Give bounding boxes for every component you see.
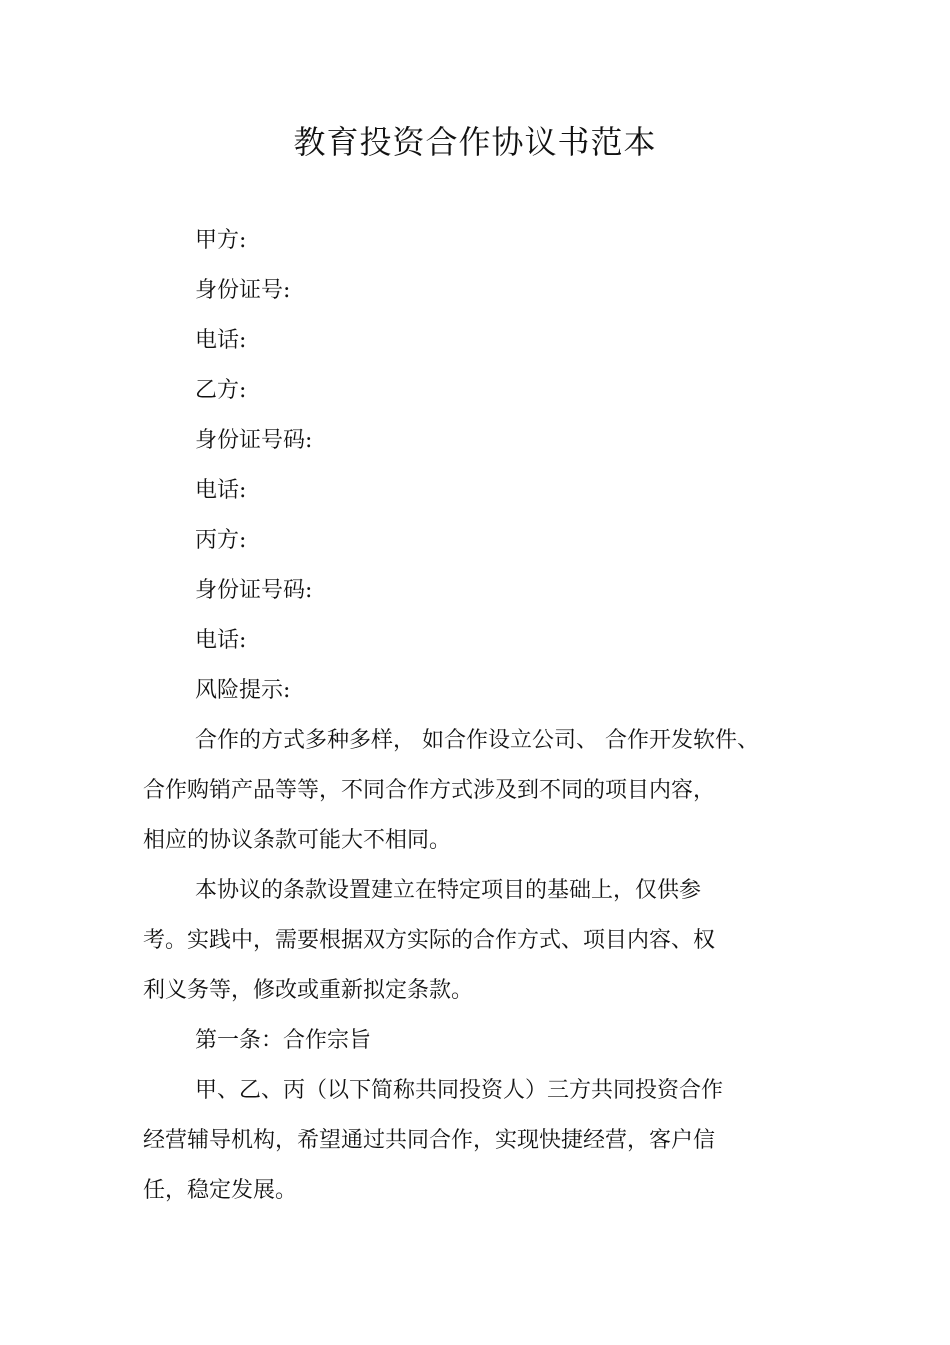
party-a-label: 甲方: [195,228,247,253]
paragraph-line: 合作购销产品等等，不同合作方式涉及到不同的项目内容， [143,778,716,803]
paragraph-line: 考。实践中，需要根据双方实际的合作方式、项目内容、权 [143,928,716,953]
paragraph-line: 任，稳定发展。 [143,1178,298,1203]
paragraph-line: 甲、乙、丙（以下简称共同投资人）三方共同投资合作 [195,1078,724,1103]
party-a-phone-label: 电话: [195,328,247,353]
article-1-heading: 第一条：合作宗旨 [195,1028,372,1053]
party-a-id-label: 身份证号: [195,278,291,303]
party-b-id-label: 身份证号码: [195,428,313,453]
paragraph-line: 相应的协议条款可能大不相同。 [143,828,452,853]
document-title: 教育投资合作协议书范本 [293,123,657,161]
party-c-label: 丙方: [195,528,247,553]
paragraph-line: 利义务等，修改或重新拟定条款。 [143,978,474,1003]
party-b-phone-label: 电话: [195,478,247,503]
party-b-label: 乙方: [195,378,247,403]
paragraph-line: 经营辅导机构，希望通过共同合作，实现快捷经营，客户信 [143,1128,716,1153]
party-c-id-label: 身份证号码: [195,578,313,603]
paragraph-line: 本协议的条款设置建立在特定项目的基础上，仅供参 [195,878,702,903]
party-c-phone-label: 电话: [195,628,247,653]
paragraph-line: 合作的方式多种多样， 如合作设立公司、 合作开发软件、 [195,728,759,753]
risk-notice-label: 风险提示: [195,678,291,703]
